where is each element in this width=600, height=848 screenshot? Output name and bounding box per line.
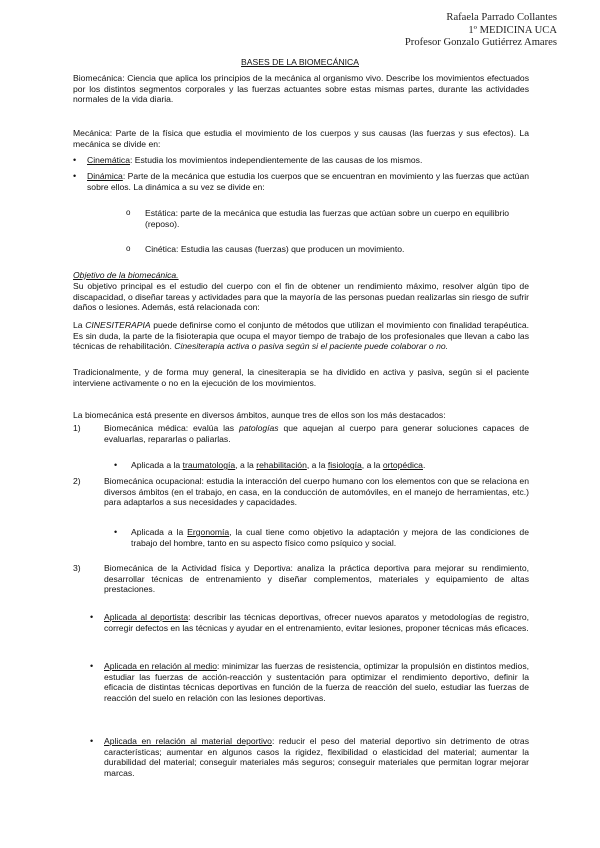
link-ortopedica[interactable]: ortopédica	[382, 460, 423, 470]
cinematica-text: : Estudia los movimientos independientemente de las causas de los mismos.	[130, 155, 423, 165]
bullet-dot: •	[90, 661, 94, 671]
link-rehabilitacion[interactable]: rehabilitación	[256, 460, 307, 470]
deportista-item	[104, 612, 529, 633]
link-traumatologia[interactable]: traumatología	[182, 460, 236, 470]
mecanica-paragraph: Mecánica: Parte de la física que estudia el movimiento de los cuerpos y sus causas (las fuerzas y sus efectos). La mecánica se divide en:	[73, 128, 529, 149]
item1-sub	[131, 460, 529, 471]
estatica-item: Estática: parte de la mecánica que estudia las fuerzas que actúan sobre un cuerpo en equilibrio (reposo).	[145, 208, 510, 229]
cinesiterapia-text-d: Cinesiterapia activa o pasiva según si el paciente puede colaborar o no.	[174, 341, 449, 352]
cinesiterapia-text-a: La	[73, 320, 86, 330]
item2-sub-c: , la cual tiene como objetivo la adaptación y mejora de las condiciones de trabajo del hombre, tanto en su aspecto físico como psíquico y social.	[131, 527, 529, 548]
deportista-text: : describir las técnicas deportivas, ofrecer nuevos aparatos y metodologías de registro, corregir defectos en las técnicas y ayudar en el entrenamiento, evitar lesiones, proponer técnicas más eficaces.	[104, 612, 529, 633]
dinamica-item	[87, 171, 529, 192]
objetivo-heading: Objetivo de la biomecánica.	[73, 270, 179, 280]
item1-sub-g: , a la	[361, 460, 383, 470]
bullet-dot: •	[73, 171, 77, 181]
objetivo-paragraph: Su objetivo principal es el estudio del cuerpo con el fin de obtener un rendimiento máximo, resolver algún tipo de discapacidad, o diseñar tareas y actividades para que la mayoría de las personas puedan realizarlas sin riesgo de sufrir daños o lesiones. Además, está relacionada con:	[73, 281, 529, 313]
item3-text: Biomecánica de la Actividad física y Deportiva: analiza la práctica deportiva para mejorar su rendimiento, desarrollar técnicas de entrenamiento y diseñar complementos, materiales y equipamiento de altas prestaciones.	[104, 563, 529, 595]
link-fisiologia[interactable]: fisiología	[327, 460, 362, 470]
medio-item	[104, 661, 529, 703]
cinesiterapia-text-c: puede definirse como el conjunto de métodos que utilizan el movimiento con finalidad terapéutica. Es sin duda, la parte de la fisioterapia que ocupa el mayor tiempo de trabajo de los profesionales que llevan a cabo las técnicas de rehabilitación.	[73, 320, 529, 352]
item1-text-a: Biomecánica médica: evalúa las	[104, 423, 239, 433]
tradicional-paragraph: Tradicionalmente, y de forma muy general, la cinesiterapia se ha dividido en activa y pasiva, según si el paciente interviene activamente o no en la ejecución de los movimientos.	[73, 367, 529, 388]
circle-bullet: o	[126, 208, 131, 217]
item1-number: 1)	[73, 423, 81, 433]
cinesiterapia-term: CINESITERAPIA	[85, 320, 151, 330]
item1-patologias: patologías	[238, 423, 279, 433]
intro-text: Ciencia que aplica los principios de la mecánica al organismo vivo. Describe los movimientos efectuados por los distintos segmentos corporales y las fuerzas actuantes sobre estas mismas partes, durante las actividades normales de la vida diaria.	[73, 73, 529, 105]
deportista-term: Aplicada al deportista	[104, 612, 189, 622]
bullet-dot: •	[90, 612, 94, 622]
author-name: Rafaela Parrado Collantes	[446, 12, 557, 23]
item2-number: 2)	[73, 476, 81, 486]
bullet-dot: •	[73, 155, 77, 165]
item2-sub-a: Aplicada a la	[131, 527, 188, 537]
material-item	[104, 736, 529, 778]
cinematica-term: Cinemática	[87, 155, 130, 165]
course-name: 1º MEDICINA UCA	[468, 24, 557, 36]
intro-paragraph	[73, 73, 529, 105]
intro-term: Biomecánica:	[73, 73, 125, 83]
item2-sub	[131, 527, 529, 548]
cinesiterapia-paragraph	[73, 320, 529, 352]
item1-sub-c: , a la	[235, 460, 257, 470]
page-title: BASES DE LA BIOMECÁNICA	[241, 57, 359, 67]
cinematica-item	[87, 155, 529, 166]
cinetica-item: Cinética: Estudia las causas (fuerzas) que producen un movimiento.	[145, 244, 405, 254]
dinamica-text: : Parte de la mecánica que estudia los cuerpos que se encuentran en movimiento y las fuerzas que actúan sobre ellos. La dinámica a su vez se divide en:	[87, 171, 529, 192]
bullet-dot: •	[90, 736, 94, 746]
medio-term: Aplicada en relación al medio	[104, 661, 217, 671]
item1-sub-i: .	[422, 460, 426, 470]
medio-text: : minimizar las fuerzas de resistencia, optimizar la propulsión en distintos medios, estudiar las fuerzas de acción-reacción y sustentación para optimizar el rendimiento deportivo, definir la eficacia de distintas técnicas deportivas en función de la fuerza de reacción del suelo, estudiar las fuerzas de reacción del suelo en relación con las lesiones deportivas.	[104, 661, 530, 703]
bullet-dot: •	[114, 460, 118, 470]
dinamica-term: Dinámica	[87, 171, 123, 181]
material-text: : reducir el peso del material deportivo sin detrimento de otras características; aumentar en algunos casos la rigidez, flexibilidad o elasticidad del material; aumentar la durabilidad del material; conseguir materiales más seguros; conseguir materiales que permitan lograr mejorar marcas.	[104, 736, 529, 778]
item1-text-c: que aquejan al cuerpo para generar soluciones capaces de evaluarlas, repararlas o paliarlas.	[104, 423, 529, 444]
item1-text	[104, 423, 529, 444]
item1-sub-e: , a la	[306, 460, 328, 470]
header-block	[405, 12, 557, 50]
item2-text: Biomecánica ocupacional: estudia la interacción del cuerpo humano con los elementos con que se relaciona en diversos ámbitos (en el trabajo, en casa, en la conducción de automóviles, en el manejo de herramientas, etc.) para adaptarlos a sus necesidades y capacidades.	[104, 476, 529, 508]
item1-sub-a: Aplicada a la	[131, 460, 183, 470]
link-ergonomia[interactable]: Ergonomía	[187, 527, 230, 537]
item3-number: 3)	[73, 563, 81, 573]
bullet-dot: •	[114, 527, 118, 537]
material-term: Aplicada en relación al material deportivo	[104, 736, 272, 746]
circle-bullet: o	[126, 244, 131, 253]
professor-name: Profesor Gonzalo Gutiérrez Amares	[404, 37, 557, 48]
ambitos-intro: La biomecánica está presente en diversos ámbitos, aunque tres de ellos son los más destacados:	[73, 410, 446, 420]
